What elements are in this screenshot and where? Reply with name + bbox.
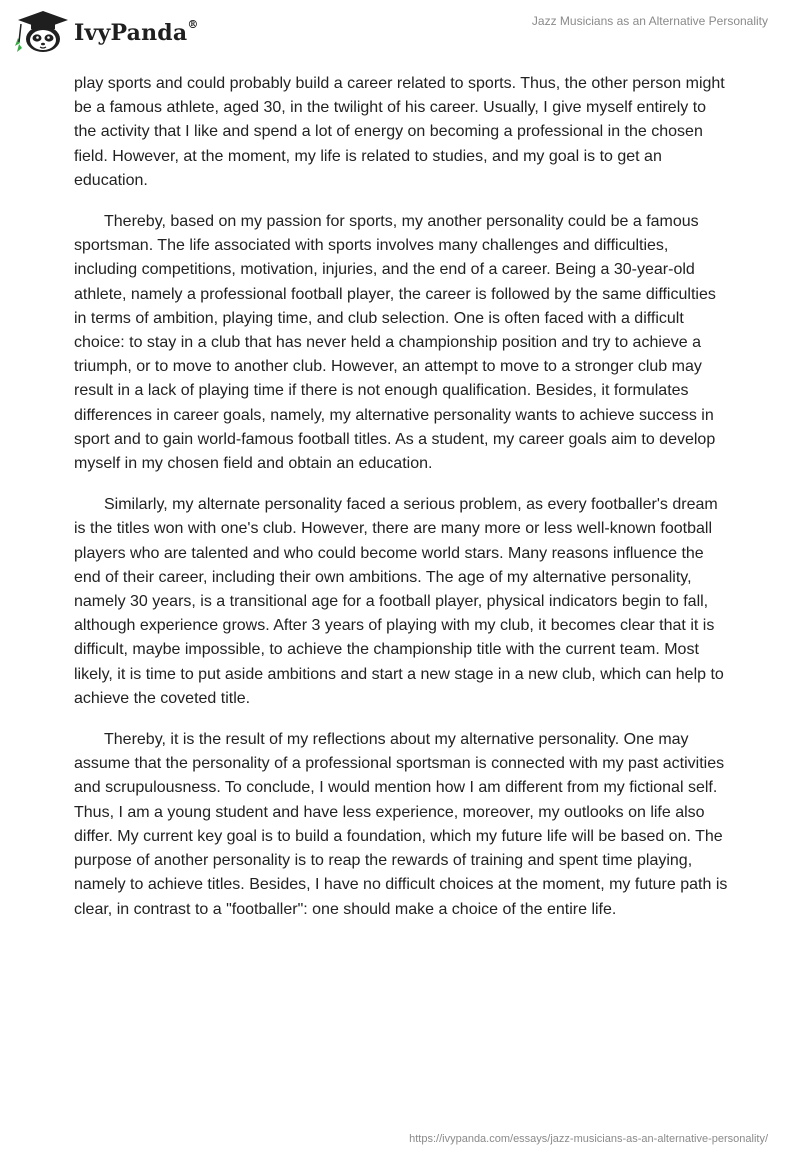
source-url[interactable]: https://ivypanda.com/essays/jazz-musicians-as-an-alternative-personality/	[409, 1133, 768, 1145]
paragraph: Thereby, it is the result of my reflections about my alternative personality. One may assume that the personality of a professional sportsman is connected with my past activities and scrupulousness. To conclude, I would mention how I am different from my fictional self. Thus, I am a young student and have less experience, moreover, my outlooks on life also differ. My current key goal is to build a foundation, which my future life will be based on. The purpose of another personality is to reap the rewards of training and spent time playing, namely to achieve titles. Besides, I have no difficult choices at the moment, my future path is clear, in contrast to a "footballer": one should make a choice of the entire life.	[74, 731, 728, 918]
brand-name-text: IvyPanda	[74, 20, 188, 46]
page-header	[0, 0, 800, 60]
brand-logo[interactable]	[14, 8, 199, 54]
brand-name	[74, 20, 199, 46]
essay-body	[74, 72, 730, 939]
panda-graduate-icon	[14, 8, 72, 54]
paragraph: play sports and could probably build a career related to sports. Thus, the other person might be a famous athlete, aged 30, in the twilight of his career. Usually, I give myself entirely to the activity that I like and spend a lot of energy on becoming a professional in the chosen field. However, at the moment, my life is related to studies, and my goal is to get an education.	[74, 75, 725, 189]
registered-mark: ®	[187, 18, 199, 31]
paragraph: Thereby, based on my passion for sports, my another personality could be a famous sportsman. The life associated with sports involves many challenges and difficulties, including competitions, motivation, injuries, and the end of a career. Being a 30-year-old athlete, namely a professional football player, the career is followed by the same difficulties in terms of ambition, playing time, and club selection. One is often faced with a difficult choice: to stay in a club that has never held a championship position and try to achieve a triumph, or to move to another club. However, an attempt to move to a stronger club may result in a lack of playing time if there is not enough qualification. Besides, it formulates differences in career goals, namely, my alternative personality wants to achieve success in sport and to gain world-famous football titles. As a student, my career goals aim to develop myself in my chosen field and obtain an education.	[74, 213, 716, 473]
paragraph: Similarly, my alternate personality faced a serious problem, as every footballer's dream is the titles won with one's club. However, there are many more or less well-known football players who are talented and who could become world stars. Many reasons influence the end of their career, including their own ambitions. The age of my alternative personality, namely 30 years, is a transitional age for a football player, physical indicators begin to fall, although experience grows. After 3 years of playing with my club, it becomes clear that it is difficult, maybe impossible, to achieve the championship title with the current team. Most likely, it is time to put aside ambitions and start a new stage in a new club, which can help to achieve the coveted title.	[74, 496, 724, 707]
document-title: Jazz Musicians as an Alternative Personality	[531, 14, 768, 28]
